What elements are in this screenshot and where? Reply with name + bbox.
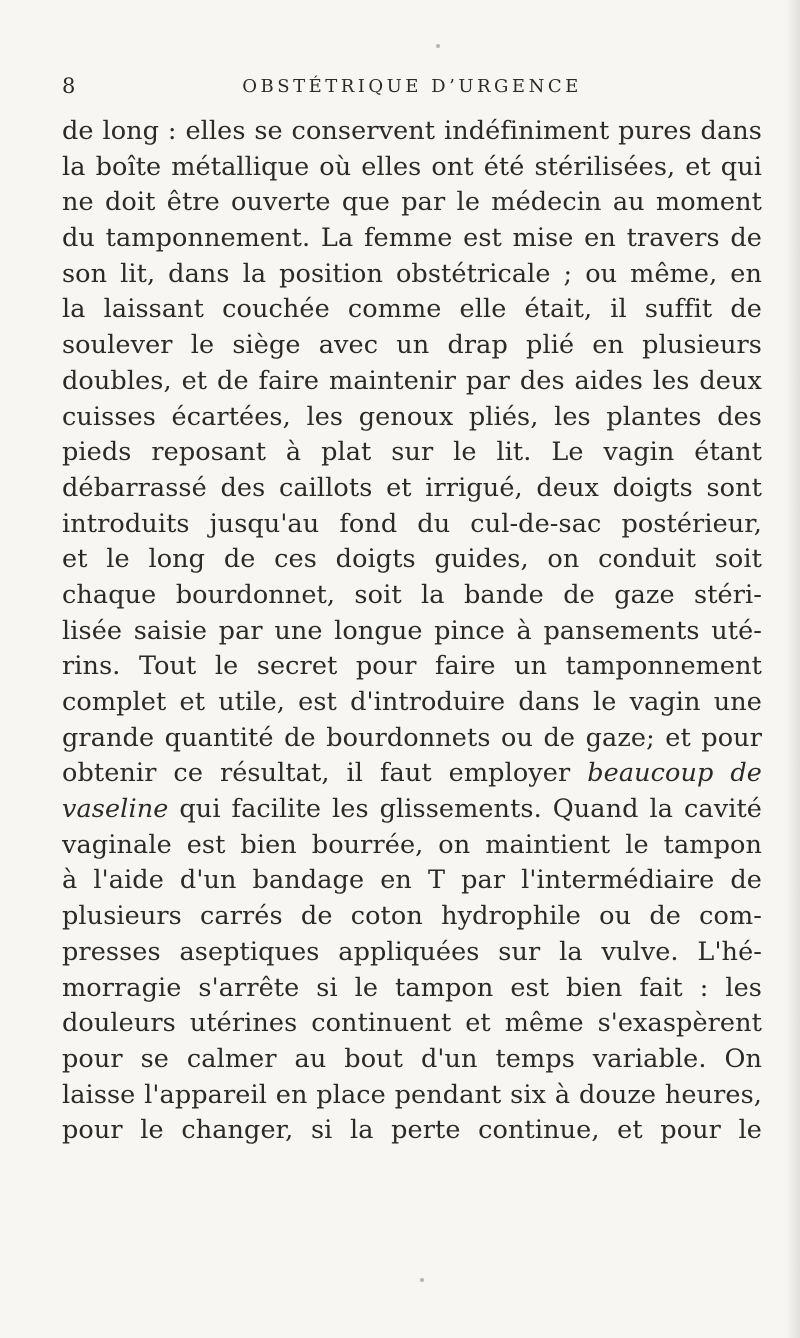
text-line: ne doit être ouverte que par le médecin au moment (62, 187, 762, 218)
text-line: pour le changer, si la perte continue, et pour le (62, 1115, 762, 1146)
text-line: son lit, dans la position obstétricale ; ou même, en (62, 258, 762, 289)
text-line: pieds reposant à plat sur le lit. Le vagin étant (62, 437, 762, 468)
text-line: cuisses écartées, les genoux pliés, les plantes des (62, 401, 762, 432)
text-line: du tamponnement. La femme est mise en travers de (62, 223, 762, 254)
text-line: et le long de ces doigts guides, on conduit soit (62, 544, 762, 575)
text-line: chaque bourdonnet, soit la bande de gaze stéri- (62, 579, 762, 610)
running-head: OBSTÉTRIQUE D’URGENCE (242, 76, 582, 97)
text-line: douleurs utérines continuent et même s'exaspèrent (62, 1008, 762, 1039)
paper-speck (436, 44, 440, 48)
text-line: débarrassé des caillots et irrigué, deux doigts sont (62, 472, 762, 503)
text-line: la boîte métallique où elles ont été stérilisées, et qui (62, 151, 762, 182)
emphasis-beaucoup-de: beaucoup de (587, 758, 763, 789)
page-header (62, 74, 762, 104)
text-line: laisse l'appareil en place pendant six à douze heures, (62, 1079, 762, 1110)
text-line: grande quantité de bourdonnets ou de gaze; et pour (62, 722, 762, 753)
text-line: morragie s'arrête si le tampon est bien fait : les (62, 972, 762, 1003)
text-line: lisée saisie par une longue pince à pansements uté- (62, 615, 762, 646)
text-line: plusieurs carrés de coton hydrophile ou de com- (62, 901, 762, 932)
text-line-with-emphasis (62, 756, 762, 792)
body-text (62, 114, 762, 1149)
emphasis-vaseline: vaseline (62, 794, 169, 825)
page-number: 8 (62, 74, 76, 98)
text-line: de long : elles se conservent indéfiniment pures dans (62, 116, 762, 146)
text-line: introduits jusqu'au fond du cul-de-sac postérieur, (62, 508, 762, 539)
text-line: presses aseptiques appliquées sur la vulve. L'hé- (62, 936, 762, 967)
text-run: qui facilite les glissements. Quand la cavité (168, 794, 762, 825)
text-line: pour se calmer au bout d'un temps variable. On (62, 1043, 762, 1074)
text-line: vaginale est bien bourrée, on maintient le tampon (62, 829, 762, 860)
text-line: rins. Tout le secret pour faire un tamponnement (62, 651, 762, 682)
text-line: à l'aide d'un bandage en T par l'intermédiaire de (62, 865, 762, 896)
text-line: doubles, et de faire maintenir par des aides les deux (62, 365, 762, 396)
paper-speck (420, 1278, 424, 1282)
text-run: obtenir ce résultat, il faut employer (62, 758, 588, 789)
text-line-with-emphasis (62, 792, 762, 828)
text-line: soulever le siège avec un drap plié en plusieurs (62, 330, 762, 361)
text-line: complet et utile, est d'introduire dans le vagin une (62, 687, 762, 717)
page-edge-shadow (786, 0, 800, 1338)
text-line: la laissant couchée comme elle était, il suffit de (62, 294, 762, 325)
